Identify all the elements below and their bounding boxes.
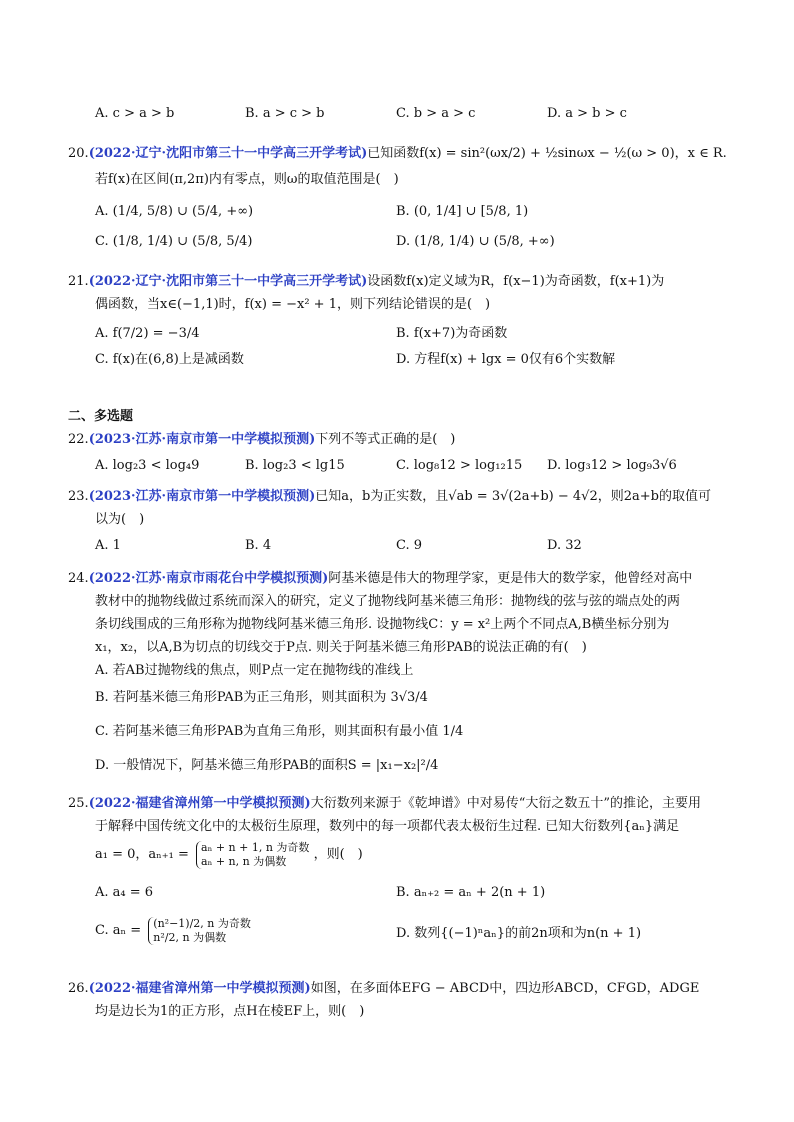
q25-line2: 于解释中国传统文化中的太极衍生原理，数列中的每一项都代表太极衍生过程. 已知大衍数列{aₙ}满足 (95, 819, 680, 834)
section-heading-multiple-choice: 二、多选题 (68, 409, 134, 424)
q22-option-b: B. log₂3 < lg15 (245, 458, 345, 473)
option-value: 3√3/4 (390, 690, 428, 705)
q23-option-a: A. 1 (95, 538, 121, 553)
q23-option-d: D. 32 (547, 538, 582, 553)
q19-option-c: C. b > a > c (396, 106, 476, 121)
q24-option-c (95, 723, 463, 741)
q24-option-d (95, 757, 438, 775)
question-source: (2022·辽宁·沈阳市第三十一中学高三开学考试) (88, 146, 368, 161)
q24-option-b (95, 689, 428, 707)
q20-option-b: B. (0, 1/4] ∪ [5/8, 1) (396, 204, 529, 219)
piecewise-brace (196, 841, 309, 869)
q19-option-a: A. c > a > b (95, 106, 175, 121)
question-source: (2022·福建省漳州第一中学模拟预测) (88, 981, 311, 996)
question-number: 21. (68, 274, 89, 289)
question-source: (2022·福建省漳州第一中学模拟预测) (88, 796, 311, 811)
question-stem: 如图，在多面体EFG − ABCD中，四边形ABCD，CFGD，ADGE (310, 981, 700, 996)
q21-option-c: C. f(x)在(6,8)上是减函数 (95, 352, 244, 367)
option-text: C. 若阿基米德三角形PAB为直角三角形，则其面积有最小值 (95, 724, 439, 739)
option-value: 1/4 (442, 724, 464, 739)
question-stem: 已知a，b为正实数，且√ab = 3√(2a+b) − 4√2，则2a+b的取值可 (315, 489, 711, 504)
question-number: 24. (68, 571, 89, 586)
question-number: 23. (68, 489, 89, 504)
q22-option-c: C. log₈12 > log₁₂15 (396, 458, 523, 473)
q25-option-b: B. aₙ₊₂ = aₙ + 2(n + 1) (396, 885, 546, 900)
q21-line1 (68, 273, 664, 291)
question-source: (2022·江苏·南京市雨花台中学模拟预测) (88, 571, 329, 586)
q25-option-a: A. a₄ = 6 (95, 885, 154, 900)
q21-line2: 偶函数，当x∈(−1,1)时，f(x) = −x² + 1，则下列结论错误的是( ) (95, 297, 491, 312)
q24-line3: 条切线围成的三角形称为抛物线阿基米德三角形. 设抛物线C：y = x²上两个不同点A,B横坐标分别为 (95, 617, 670, 632)
question-source: (2022·辽宁·沈阳市第三十一中学高三开学考试) (88, 274, 368, 289)
q25-line3 (95, 840, 363, 870)
case-odd: (n²−1)/2, n 为奇数 (153, 916, 251, 930)
q26-line2: 均是边长为1的正方形，点H在棱EF上，则( ) (95, 1004, 365, 1019)
q24-option-a: A. 若AB过抛物线的焦点，则P点一定在抛物线的准线上 (95, 663, 414, 678)
question-number: 26. (68, 981, 89, 996)
question-stem: 阿基米德是伟大的物理学家，更是伟大的数学家，他曾经对高中 (328, 571, 693, 586)
case-odd: aₙ + n + 1, n 为奇数 (201, 840, 310, 854)
option-text: C. aₙ = (95, 923, 142, 938)
q21-option-d: D. 方程f(x) + lgx = 0仅有6个实数解 (396, 352, 616, 367)
option-text: D. 一般情况下，阿基米德三角形PAB的面积S = (95, 758, 372, 773)
q20-line2: 若f(x)在区间(π,2π)内有零点，则ω的取值范围是( ) (95, 172, 399, 187)
q24-line2: 教材中的抛物线做过系统而深入的研究，定义了抛物线阿基米德三角形：抛物线的弦与弦的端点处的两 (95, 594, 681, 609)
q21-option-a: A. f(7/2) = −3/4 (95, 326, 200, 341)
q22-option-d: D. log₃12 > log₉3√6 (547, 458, 677, 473)
q20-option-c: C. (1/8, 1/4) ∪ (5/8, 5/4) (95, 234, 253, 249)
question-stem: 大衍数列来源于《乾坤谱》中对易传“大衍之数五十”的推论，主要用 (310, 796, 701, 811)
q20-line1 (68, 145, 727, 163)
q24-line1 (68, 570, 692, 588)
q22-line1 (68, 431, 455, 449)
recurrence-lhs: a₁ = 0，aₙ₊₁ = (95, 847, 189, 862)
case-even: n²/2, n 为偶数 (153, 930, 227, 944)
option-text: B. 若阿基米德三角形PAB为正三角形，则其面积为 (95, 690, 387, 705)
q25-option-c (95, 913, 251, 949)
question-number: 20. (68, 146, 89, 161)
q22-option-a: A. log₂3 < log₄9 (95, 458, 200, 473)
question-source: (2023·江苏·南京市第一中学模拟预测) (88, 432, 316, 447)
q23-option-b: B. 4 (245, 538, 272, 553)
question-stem: 设函数f(x)定义域为R，f(x−1)为奇函数，f(x+1)为 (367, 274, 665, 289)
recurrence-tail: ，则( ) (313, 847, 363, 862)
q21-option-b: B. f(x+7)为奇函数 (396, 326, 508, 341)
q25-option-d: D. 数列{(−1)ⁿaₙ}的前2n项和为n(n + 1) (396, 926, 642, 941)
q26-line1 (68, 980, 699, 998)
question-stem: 下列不等式正确的是( ) (315, 432, 456, 447)
question-source: (2023·江苏·南京市第一中学模拟预测) (88, 489, 316, 504)
q25-line1 (68, 795, 701, 813)
q23-line2: 以为( ) (95, 512, 145, 527)
q19-option-d: D. a > b > c (547, 106, 627, 121)
q23-line1 (68, 488, 711, 506)
question-stem: 已知函数f(x) = sin²(ωx/2) + ½sinωx − ½(ω > 0)，x ∈ R. (367, 146, 727, 161)
question-number: 22. (68, 432, 89, 447)
q19-option-b: B. a > c > b (245, 106, 325, 121)
q23-option-c: C. 9 (396, 538, 423, 553)
q20-option-d: D. (1/8, 1/4) ∪ (5/8, +∞) (396, 234, 555, 249)
q24-line4: x₁，x₂，以A,B为切点的切线交于P点. 则关于阿基米德三角形PAB的说法正确的有( ) (95, 640, 587, 655)
case-even: aₙ + n, n 为偶数 (201, 854, 287, 868)
q20-option-a: A. (1/4, 5/8) ∪ (5/4, +∞) (95, 204, 254, 219)
question-number: 25. (68, 796, 89, 811)
piecewise-brace (148, 917, 251, 945)
option-value: |x₁−x₂|²/4 (375, 758, 439, 773)
